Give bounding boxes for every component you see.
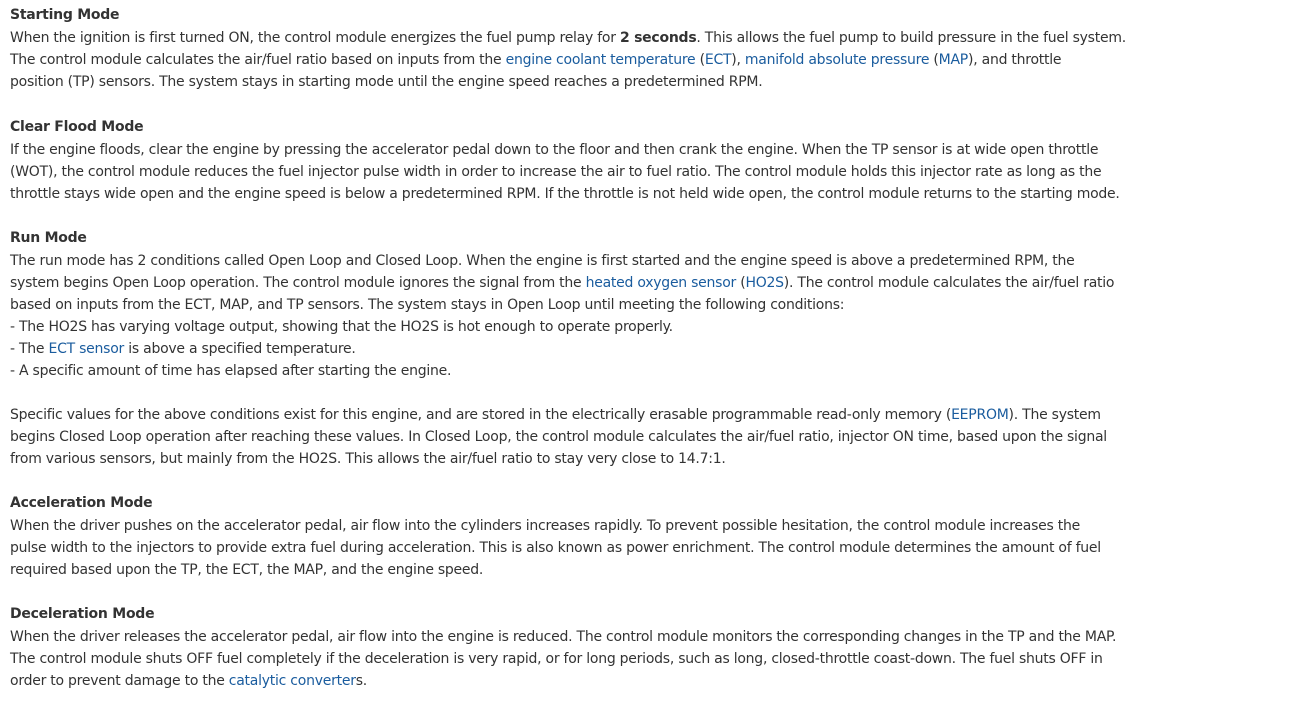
- clear-flood-line-3: throttle stays wide open and the engine speed is below a predetermined RPM. If the throttle is not held wide open, the control module returns to the starting mode.: [10, 186, 1120, 202]
- link-eeprom[interactable]: EEPROM: [951, 407, 1009, 423]
- starting-mode-line-1: When the ignition is first turned ON, the control module energizes the fuel pump relay for 2 seconds. This allows the fuel pump to build pressure in the fuel system.: [10, 30, 1126, 46]
- link-manifold-absolute-pressure[interactable]: manifold absolute pressure: [744, 52, 930, 68]
- link-map[interactable]: MAP: [938, 52, 968, 68]
- starting-mode-line-3: position (TP) sensors. The system stays in starting mode until the engine speed reaches a predetermined RPM.: [10, 74, 763, 90]
- run-mode-bullet-2: - The ECT sensor is above a specified temperature.: [10, 341, 356, 357]
- run-mode-para2-line-1: Specific values for the above conditions exist for this engine, and are stored in the electrically erasable programmable read-only memory (EEPROM). The system: [10, 407, 1101, 423]
- deceleration-line-3: order to prevent damage to the catalytic converters.: [10, 673, 367, 689]
- run-mode-bullet-3: - A specific amount of time has elapsed after starting the engine.: [10, 363, 452, 379]
- clear-flood-line-2: (WOT), the control module reduces the fuel injector pulse width in order to increase the air to fuel ratio. The control module holds this injector rate as long as the: [10, 164, 1102, 180]
- run-mode-bullet-1: - The HO2S has varying voltage output, showing that the HO2S is hot enough to operate properly.: [10, 319, 673, 335]
- deceleration-line-1: When the driver releases the accelerator pedal, air flow into the engine is reduced. The control module monitors the corresponding changes in the TP and the MAP.: [10, 629, 1117, 645]
- run-mode-line-1: The run mode has 2 conditions called Open Loop and Closed Loop. When the engine is first started and the engine speed is above a predetermined RPM, the: [10, 253, 1075, 269]
- link-ect-sensor[interactable]: ECT sensor: [48, 341, 125, 357]
- clear-flood-mode-heading: Clear Flood Mode: [10, 119, 144, 135]
- link-heated-oxygen-sensor[interactable]: heated oxygen sensor: [585, 275, 737, 291]
- run-mode-line-2: system begins Open Loop operation. The control module ignores the signal from the heated oxygen sensor (HO2S). The control module calculates the air/fuel ratio: [10, 275, 1115, 291]
- acceleration-mode-heading: Acceleration Mode: [10, 495, 153, 511]
- acceleration-line-1: When the driver pushes on the accelerator pedal, air flow into the cylinders increases rapidly. To prevent possible hesitation, the control module increases the: [10, 518, 1080, 534]
- clear-flood-line-1: If the engine floods, clear the engine by pressing the accelerator pedal down to the floor and then crank the engine. When the TP sensor is at wide open throttle: [10, 142, 1099, 158]
- link-engine-coolant-temperature[interactable]: engine coolant temperature: [505, 52, 696, 68]
- run-mode-para2-line-3: from various sensors, but mainly from the HO2S. This allows the air/fuel ratio to stay very close to 14.7:1.: [10, 451, 726, 467]
- run-mode-para2-line-2: begins Closed Loop operation after reaching these values. In Closed Loop, the control module calculates the air/fuel ratio, injector ON time, based upon the signal: [10, 429, 1107, 445]
- starting-mode-heading: Starting Mode: [10, 7, 120, 23]
- starting-mode-line-2: The control module calculates the air/fuel ratio based on inputs from the engine coolant temperature (ECT), manifold absolute pressure (MAP), and throttle: [10, 52, 1062, 68]
- run-mode-heading: Run Mode: [10, 230, 87, 246]
- deceleration-mode-heading: Deceleration Mode: [10, 606, 155, 622]
- link-catalytic-converter[interactable]: catalytic converter: [228, 673, 356, 689]
- acceleration-line-2: pulse width to the injectors to provide extra fuel during acceleration. This is also known as power enrichment. The control module determines the amount of fuel: [10, 540, 1101, 556]
- two-seconds-emphasis: 2 seconds: [619, 30, 697, 46]
- deceleration-line-2: The control module shuts OFF fuel completely if the deceleration is very rapid, or for long periods, such as long, closed-throttle coast-down. The fuel shuts OFF in: [10, 651, 1103, 667]
- link-ect[interactable]: ECT: [704, 52, 732, 68]
- acceleration-line-3: required based upon the TP, the ECT, the MAP, and the engine speed.: [10, 562, 484, 578]
- run-mode-line-3: based on inputs from the ECT, MAP, and TP sensors. The system stays in Open Loop until meeting the following conditions:: [10, 297, 845, 313]
- link-ho2s[interactable]: HO2S: [745, 275, 784, 291]
